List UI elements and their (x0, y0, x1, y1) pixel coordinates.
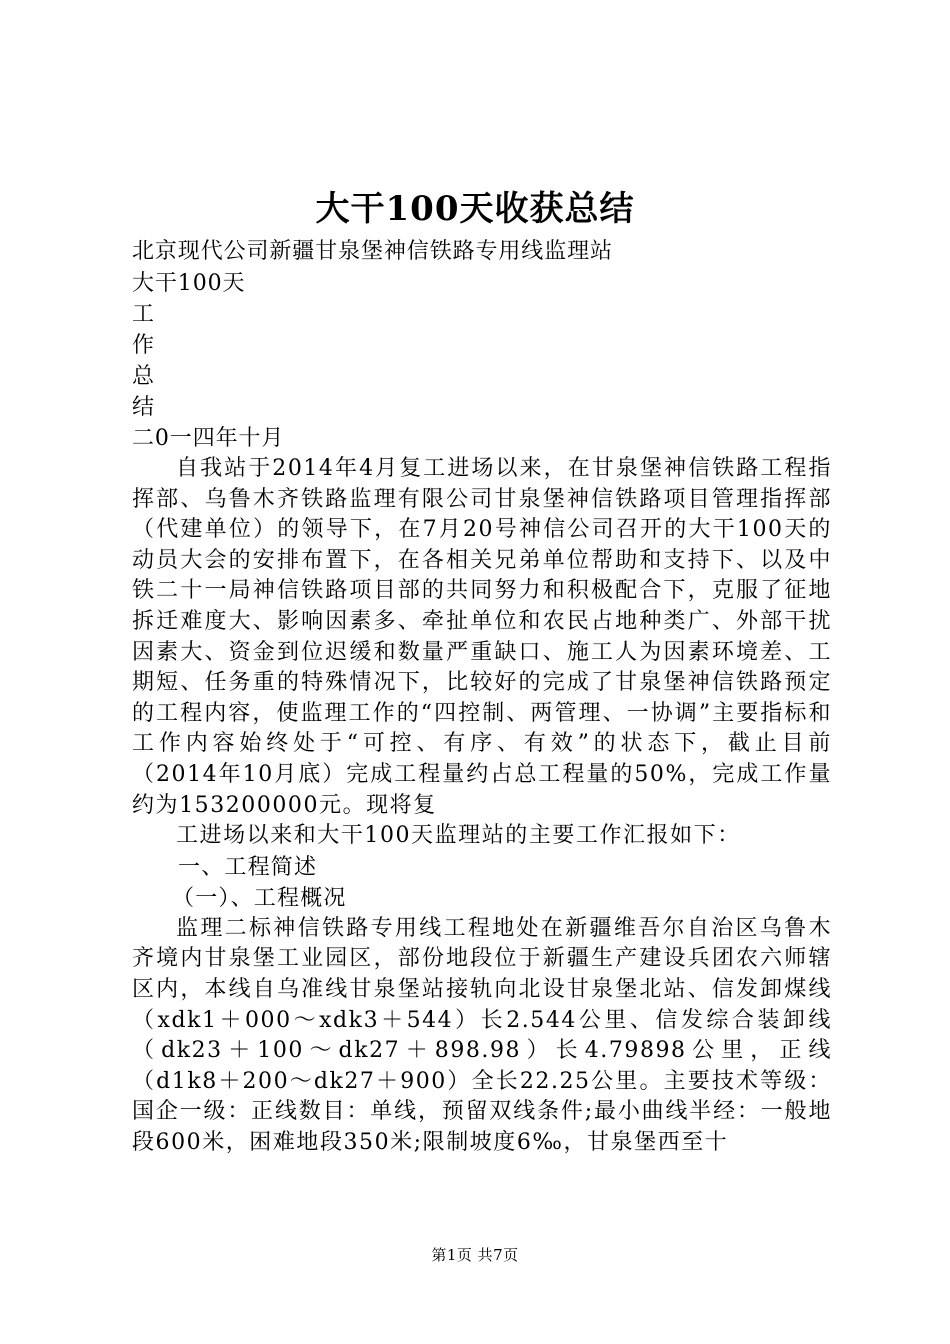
subsection-heading: （一）、工程概况 (172, 885, 347, 911)
cover-line: 总 (132, 364, 155, 389)
cover-line: 作 (132, 333, 155, 358)
paragraph: 监理二标神信铁路专用线工程地处在新疆维吾尔自治区乌鲁木齐境内甘泉堡工业园区，部份地段位于新疆生产建设兵团农六师辖区内，本线自乌准线甘泉堡站接轨向北设甘泉堡北站、信发卸煤线（xdk1＋000～xdk3＋544）长2.544公里、信发综合装卸线（dk23＋100～dk27＋898.98）长4.79898公里，正线（d1k8＋200～dk27＋900）全长22.25公里。主要技术等级：国企一级：正线数目：单线，预留双线条件;最小曲线半经：一般地段600米，困难地段350米;限制坡度6‰，甘泉堡西至十 (132, 915, 832, 1155)
cover-line: 结 (132, 395, 155, 420)
section-heading: 一、工程简述 (178, 854, 318, 880)
document-title: 大干100天收获总结 (315, 189, 635, 229)
page-footer: 第1页 共7页 (431, 1246, 519, 1264)
date-line: 二0一四年十月 (132, 426, 285, 451)
paragraph: 工进场以来和大干100天监理站的主要工作汇报如下： (176, 823, 741, 849)
document-body (132, 454, 832, 1158)
paragraph: 自我站于2014年4月复工进场以来，在甘泉堡神信铁路工程指挥部、乌鲁木齐铁路监理有限公司甘泉堡神信铁路项目管理指挥部（代建单位）的领导下，在7月20号神信公司召开的大干100天的动员大会的安排布置下，在各相关兄弟单位帮助和支持下、以及中铁二十一局神信铁路项目部的共同努力和积极配合下，克服了征地拆迁难度大、影响因素多、牵扯单位和农民占地种类广、外部干扰因素大、资金到位迟缓和数量严重缺口、施工人为因素环境差、工期短、任务重的特殊情况下，比较好的完成了甘泉堡神信铁路预定的工程内容，使监理工作的“四控制、两管理、一协调”主要指标和工作内容始终处于“可控、有序、有效”的状态下，截止目前（2014年10月底）完成工程量约占总工程量的50%，完成工作量约为153200000元。现将复 (132, 456, 832, 818)
org-line: 北京现代公司新疆甘泉堡神信铁路专用线监理站 (132, 239, 613, 264)
cover-line: 大干100天 (132, 271, 246, 296)
cover-line: 工 (132, 302, 155, 327)
